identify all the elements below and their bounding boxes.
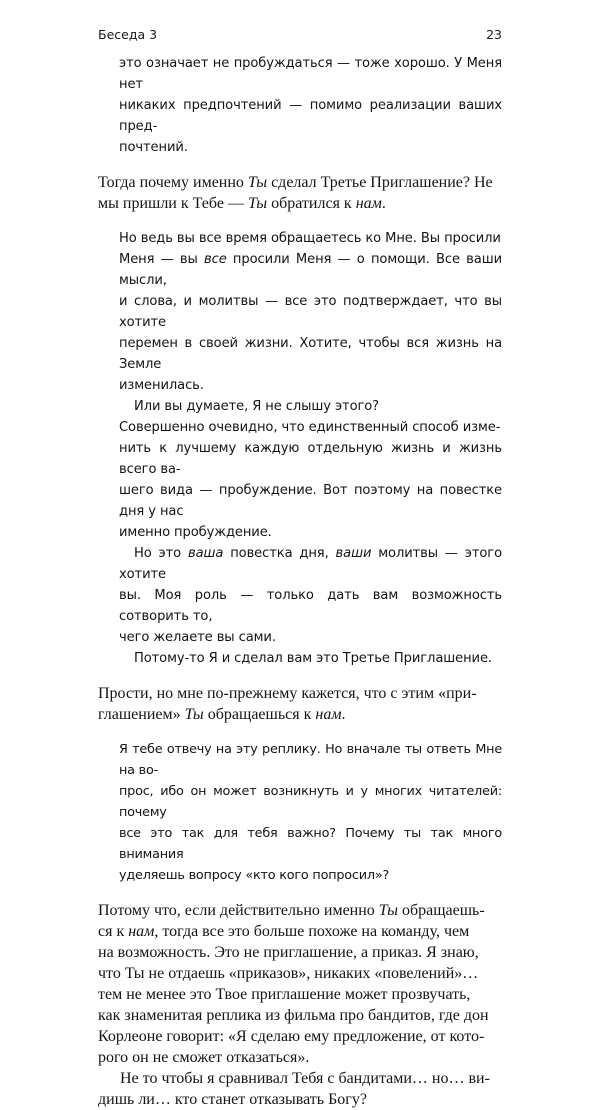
page-number: 23 bbox=[486, 27, 502, 42]
line-with-italics: мы пришли к Тебе — Ты обратился к нам. bbox=[98, 195, 386, 212]
dialogue-god-paragraph: Но ведь вы все время обращаетесь ко Мне. Вы просили Меня — вы все просили Меня — о помощи. Все ваши мысли, и слова, и молитвы — все это подтверждает, что вы хотите перемен в своей жизни. Хотите, чтобы вся жизнь на Земле изменилась. bbox=[119, 231, 502, 393]
dialogue-god-paragraph: Или вы думаете, Я не слышу этого? bbox=[134, 399, 380, 414]
dialogue-god-paragraph: Но это ваша повестка дня, ваши молитвы — этого хотите вы. Моя роль — только дать вам возможность сотворить то, чего желаете вы сами. bbox=[119, 546, 502, 645]
line-with-italics: Но это ваша повестка дня, ваши молитвы — этого хотите bbox=[119, 546, 502, 582]
dialogue-god-paragraph: Я тебе отвечу на эту реплику. Но вначале ты ответь Мне на во- прос, ибо он может возникнуть и у многих читателей: почему все это так для тебя важно? Почему ты так много внимания уделяешь вопросу «кто кого попросил»? bbox=[119, 742, 502, 883]
dialogue-author-paragraph: Не то чтобы я сравнивал Тебя с бандитами… но… ви- дишь ли… кто станет отказывать Богу? bbox=[98, 1070, 490, 1108]
line-with-italics: Потому что, если действительно именно Ты обращаешь- bbox=[98, 902, 485, 919]
running-header bbox=[98, 27, 502, 42]
line-with-italics: Тогда почему именно Ты сделал Третье Приглашение? Не bbox=[98, 174, 493, 191]
dialogue-god-paragraph: это означает не пробуждаться — тоже хорошо. У Меня нет никаких предпочтений — помимо реализации ваших пред- почтений. bbox=[119, 56, 502, 155]
dialogue-author-paragraph: Потому что, если действительно именно Ты обращаешь- ся к нам, тогда все это больше похоже на команду, чем на возможность. Это не приглашение, а приказ. Я знаю, что Ты не отдаешь «приказов», никаких «повелений»… тем не менее это Твое приглашение может прозвучать, как знаменитая реплика из фильма про бандитов, где дон Корлеоне говорит: «Я сделаю ему предложение, от кото- рого он не сможет отказаться». bbox=[98, 902, 489, 1066]
dialogue-author-paragraph: Прости, но мне по-прежнему кажется, что с этим «при- глашением» Ты обращаешься к нам. bbox=[98, 685, 477, 723]
line-with-italics: глашением» Ты обращаешься к нам. bbox=[98, 706, 346, 723]
dialogue-god-paragraph: Совершенно очевидно, что единственный способ изме- нить к лучшему каждую отдельную жизнь и жизнь всего ва- шего вида — пробуждение. Вот поэтому на повестке дня у нас именно пробуждение. bbox=[119, 420, 502, 540]
line-with-italics: ся к нам, тогда все это больше похоже на команду, чем bbox=[98, 923, 470, 940]
dialogue-god-paragraph: Потому-то Я и сделал вам это Третье Приглашение. bbox=[134, 651, 492, 666]
section-title: Беседа 3 bbox=[98, 27, 158, 42]
page-body bbox=[98, 53, 502, 1110]
line-with-italics: Меня — вы все просили Меня — о помощи. Все ваши мысли, bbox=[119, 252, 502, 288]
dialogue-author-paragraph bbox=[98, 172, 502, 214]
